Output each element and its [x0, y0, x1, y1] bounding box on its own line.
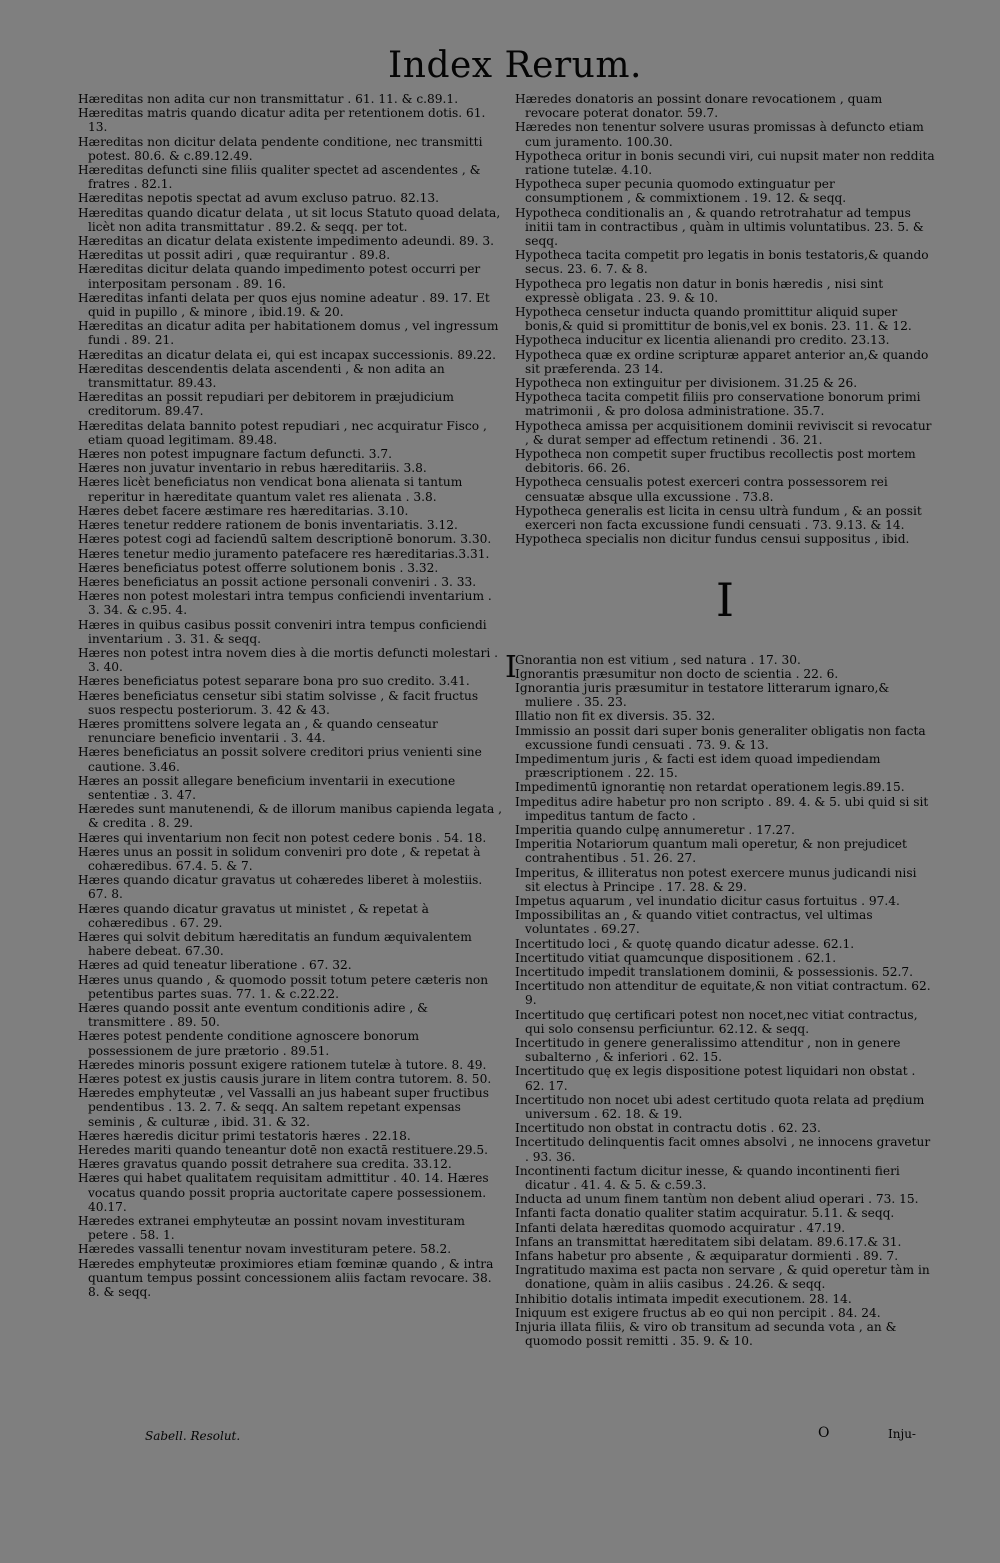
- page-title: Index Rerum.: [388, 45, 642, 86]
- index-entry: Hæredes vassalli tenentur novam investituram petere. 58.2.: [78, 1242, 452, 1257]
- index-entry: Impedimentū ignorantię non retardat operationem legis.89.15.: [515, 780, 905, 795]
- index-entry: Hæres tenetur medio juramento patefacere res hæreditarias.3.31.: [78, 546, 490, 561]
- index-entry: Hæredes donatoris an possint donare revocationem , quam revocare poterat donator. 59.7.: [515, 92, 883, 121]
- index-entry: Hæreditas an dicatur delata ei, qui est incapax successionis. 89.22.: [78, 347, 496, 362]
- index-entry: Hæres an possit allegare beneficium inventarii in executione sententiæ . 3. 47.: [78, 773, 456, 802]
- index-entry: Ignorantia juris præsumitur in testatore litterarum ignaro,& muliere . 35. 23.: [515, 680, 890, 710]
- index-entry: Hæreditas descendentis delata ascendenti , & non adita an transmittatur. 89.43.: [78, 361, 445, 391]
- index-entry: Hæres quando dicatur gravatus ut cohæredes liberet à molestiis. 67. 8.: [78, 873, 483, 902]
- index-entry: Hypotheca super pecunia quomodo extinguatur per consumptionem , & commixtionem . 19. 12. & seqq.: [515, 177, 847, 206]
- index-entry: Hæres qui solvit debitum hæreditatis an fundum æquivalentem habere debeat. 67.30.: [78, 929, 472, 959]
- index-entry: Hæres non potest intra novem dies à die mortis defuncti molestari . 3. 40.: [78, 645, 498, 675]
- index-entry: Immissio an possit dari super bonis generaliter obligatis non facta excussione fundi censuati . 73. 9. & 13.: [515, 723, 926, 752]
- index-entry: Hypotheca tacita competit pro legatis in bonis testatoris,& quando secus. 23. 6. 7. & 8.: [515, 248, 929, 277]
- right-column: [505, 92, 935, 1349]
- index-entry: Hæres tenetur reddere rationem de bonis inventariatis. 3.12.: [78, 518, 458, 533]
- index-entry: Imperitia quando culpę annumeretur . 17.27.: [515, 822, 795, 837]
- index-entry: Hæres potest cogi ad faciendū saltem descriptionē bonorum. 3.30.: [78, 532, 492, 547]
- index-entry: Hæreditas non dicitur delata pendente conditione, nec transmitti potest. 80.6. & c.89.12.49.: [78, 134, 483, 163]
- right-column-hypotheca-entries: [515, 92, 935, 547]
- index-entry: Illatio non fit ex diversis. 35. 32.: [515, 709, 716, 724]
- index-entry: Hæres debet facere æstimare res hæreditarias. 3.10.: [78, 503, 409, 518]
- index-entry: Hæres ad quid teneatur liberatione . 67. 32.: [78, 958, 352, 973]
- index-entry: Incertitudo non nocet ubi adest certitudo quota relata ad prędium universum . 62. 18. & 19.: [515, 1092, 925, 1121]
- index-entry: Incertitudo non attenditur de equitate,& non vitiat contractum. 62. 9.: [515, 979, 931, 1008]
- signature-line: Sabell. Resolut.: [145, 1429, 241, 1443]
- right-column-i-entries: [505, 649, 935, 1349]
- index-entry: Hæres quando dicatur gravatus ut ministet , & repetat à cohæredibus . 67. 29.: [78, 901, 429, 930]
- index-entry: Infanti facta donatio qualiter statim acquiratur. 5.11. & seqq.: [515, 1206, 895, 1221]
- signature-mark: O: [818, 1425, 830, 1441]
- index-entry: Hæres beneficiatus censetur sibi statim solvisse , & facit fructus suos respectu posteriorum. 3. 42 & 43.: [78, 688, 479, 717]
- index-entry: Incertitudo in genere generalissimo attenditur , non in genere subalterno , & inferiori . 62. 15.: [515, 1035, 901, 1065]
- index-entry: Iniquum est exigere fructus ab eo qui non percipit . 84. 24.: [515, 1305, 881, 1320]
- index-entry: Injuria illata filiis, & viro ob transitum ad secunda vota , an & quomodo possit remitti . 35. 9. & 10.: [515, 1320, 897, 1349]
- index-entry: Incontinenti factum dicitur inesse, & quando incontinenti fieri dicatur . 41. 4. & 5. & c.59.3.: [515, 1163, 900, 1193]
- index-entry: Hypotheca censualis potest exerceri contra possessorem rei censuatæ absque ulla excussione . 73.8.: [515, 475, 888, 504]
- index-entry: Hypotheca inducitur ex licentia alienandi pro credito. 23.13.: [515, 333, 890, 348]
- index-entry: Hæreditas nepotis spectat ad avum excluso patruo. 82.13.: [78, 191, 440, 206]
- index-entry: Hæres beneficiatus an possit solvere creditori prius venienti sine cautione. 3.46.: [78, 745, 482, 774]
- index-entry: Hæres beneficiatus potest separare bona pro suo credito. 3.41.: [78, 674, 470, 689]
- index-entry: Hæres non juvatur inventario in rebus hæreditariis. 3.8.: [78, 461, 427, 476]
- index-entry: Hæreditas dicitur delata quando impedimento potest occurri per interpositam personam . 89. 16.: [78, 262, 481, 291]
- index-entry: Hæres gravatus quando possit detrahere sua credita. 33.12.: [78, 1157, 452, 1172]
- left-column: [78, 92, 502, 1299]
- index-entry: Hypotheca amissa per acquisitionem dominii reviviscit si revocatur , & durat semper ad effectum retinendi . 36. 21.: [515, 418, 932, 447]
- index-entry: Hæredes sunt manutenendi, & de illorum manibus capienda legata , & credita . 8. 29.: [78, 802, 502, 831]
- drop-cap: I: [505, 649, 517, 685]
- index-entry: Hæres non potest molestari intra tempus conficiendi inventarium . 3. 34. & c.95. 4.: [78, 589, 492, 618]
- index-entry: Hæreditas defuncti sine filiis qualiter spectet ad ascendentes , & fratres . 82.1.: [78, 163, 481, 192]
- index-entry: Hæreditas matris quando dicatur adita per retentionem dotis. 61. 13.: [78, 106, 486, 135]
- index-entry: Hæres unus quando , & quomodo possit totum petere cæteris non petentibus partes suas. 77. 1. & c.22.22.: [78, 972, 489, 1001]
- index-entry: Hæres licèt beneficiatus non vendicat bona alienata si tantum reperitur in hæreditate quantum valet res alienata . 3.8.: [78, 475, 463, 504]
- index-entry: Hypotheca tacita competit filiis pro conservatione bonorum primi matrimonii , & pro dolosa administratione. 35.7.: [515, 390, 921, 419]
- index-entry: Hæreditas delata bannito potest repudiari , nec acquiratur Fisco , etiam quoad legitimam. 89.48.: [78, 418, 487, 447]
- index-entry: Hæres promittens solvere legata an , & quando censeatur renunciare beneficio inventarii . 3. 44.: [78, 716, 438, 746]
- index-entry: Hypotheca conditionalis an , & quando retrotrahatur ad tempus initii tam in contractibus , quàm in ultimis voluntatibus. 23. 5. & seqq.: [515, 205, 924, 249]
- index-entry: Hypotheca non extinguitur per divisionem. 31.25 & 26.: [515, 376, 858, 391]
- index-entry: Hæres in quibus casibus possit conveniri intra tempus conficiendi inventarium . 3. 31. & seqq.: [78, 617, 487, 646]
- index-entry: Hæres potest ex justis causis jurare in litem contra tutorem. 8. 50.: [78, 1072, 492, 1087]
- index-entry: Inducta ad unum finem tantùm non debent aliud operari . 73. 15.: [515, 1192, 919, 1207]
- index-entry: Hæredes emphyteutæ , vel Vassalli an jus habeant super fructibus pendentibus . 13. 2. 7. & seqq. An saltem repetant expensas seminis , & culturæ , ibid. 31. & 32.: [78, 1086, 489, 1129]
- index-entry: Incertitudo vitiat quamcunque dispositionem . 62.1.: [515, 950, 837, 965]
- index-entry: Hæres non potest impugnare factum defuncti. 3.7.: [78, 447, 393, 462]
- index-entry: Hæres qui inventarium non fecit non potest cedere bonis . 54. 18.: [78, 830, 487, 845]
- index-entry: Incertitudo impedit translationem dominii, & possessionis. 52.7.: [515, 964, 913, 979]
- index-entry: Hæreditas quando dicatur delata , ut sit locus Statuto quoad delata, licèt non adita transmittatur . 89.2. & seqq. per tot.: [78, 205, 501, 234]
- index-entry: Impossibilitas an , & quando vitiet contractus, vel ultimas voluntates . 69.27.: [515, 908, 873, 937]
- index-entry: Infans an transmittat hæreditatem sibi delatam. 89.6.17.& 31.: [515, 1234, 902, 1249]
- index-entry: Hæreditas an dicatur adita per habitationem domus , vel ingressum fundi . 89. 21.: [78, 319, 499, 348]
- index-entry: Hypotheca pro legatis non datur in bonis hæredis , nisi sint expressè obligata . 23. 9. & 10.: [515, 276, 884, 305]
- index-entry: Impetus aquarum , vel inundatio dicitur casus fortuitus . 97.4.: [515, 893, 900, 908]
- index-entry: Hæreditas an possit repudiari per debitorem in præjudicium creditorum. 89.47.: [78, 390, 454, 419]
- index-entry: Infans habetur pro absente , & æquiparatur dormienti . 89. 7.: [515, 1249, 899, 1264]
- index-entry: Incertitudo delinquentis facit omnes absolvi , ne innocens gravetur . 93. 36.: [515, 1135, 931, 1164]
- index-entry: Incertitudo loci , & quotę quando dicatur adesse. 62.1.: [515, 936, 855, 951]
- index-entry: Hæres potest pendente conditione agnoscere bonorum possessionem de jure prætorio . 89.51.: [78, 1029, 420, 1058]
- index-entry: Heredes mariti quando teneantur dotē non exactā restituere.29.5.: [78, 1143, 488, 1158]
- index-entry: Hypotheca specialis non dicitur fundus censui suppositus , ibid.: [515, 532, 910, 547]
- index-entry: Inhibitio dotalis intimata impedit executionem. 28. 14.: [515, 1291, 852, 1306]
- index-entry: Hæredes emphyteutæ proximiores etiam fœminæ quando , & intra quantum tempus possint concessionem aliis factam revocare. 38. 8. & seqq.: [78, 1256, 494, 1300]
- index-entry: Incertitudo quę ex legis dispositione potest liquidari non obstat . 62. 17.: [515, 1064, 916, 1093]
- index-entry: Infanti delata hæreditas quomodo acquiratur . 47.19.: [515, 1220, 846, 1235]
- index-entry: Hæres unus an possit in solidum conveniri pro dote , & repetat à cohæredibus. 67.4. 5. & 7.: [78, 844, 481, 873]
- index-entry: Imperitia Notariorum quantum mali operetur, & non prejudicet contrahentibus . 51. 26. 27.: [515, 837, 907, 866]
- index-entry: Incertitudo non obstat in contractu dotis . 62. 23.: [515, 1121, 821, 1136]
- index-entry: Hæres beneficiatus potest offerre solutionem bonis . 3.32.: [78, 560, 439, 575]
- index-entry: Impeditus adire habetur pro non scripto . 89. 4. & 5. ubi quid si sit impeditus tantum de facto .: [515, 794, 929, 823]
- index-entry: Hypotheca oritur in bonis secundi viri, cui nupsit mater non reddita ratione tutelæ. 4.10.: [515, 148, 935, 178]
- index-entry: I Gnorantia non est vitium , sed natura . 17. 30.: [505, 649, 801, 685]
- section-letter: I: [715, 572, 735, 627]
- index-entry: Ingratitudo maxima est pacta non servare , & quid operetur tàm in donatione, quàm in aliis casibus . 24.26. & seqq.: [515, 1263, 930, 1292]
- index-entry: Hypotheca non competit super fructibus recollectis post mortem debitoris. 66. 26.: [515, 447, 916, 476]
- index-entry: Hæres beneficiatus an possit actione personali conveniri . 3. 33.: [78, 574, 477, 589]
- index-entry: Hæres quando possit ante eventum conditionis adire , & transmittere . 89. 50.: [78, 1001, 428, 1030]
- index-entry: Hæredes non tenentur solvere usuras promissas à defuncto etiam cum juramento. 100.30.: [515, 120, 924, 149]
- index-entry: Hypotheca censetur inducta quando promittitur aliquid super bonis,& quid si promittitur de bonis,vel ex bonis. 23. 11. & 12.: [515, 305, 912, 334]
- index-entry: Hæres qui habet qualitatem requisitam admittitur . 40. 14. Hæres vocatus quando possit propria auctoritate capere possessionem. 40.17.: [78, 1171, 489, 1214]
- index-entry: Hypotheca generalis est licita in censu ultrà fundum , & an possit exerceri non facta excussione fundi censuati . 73. 9.13. & 14.: [515, 503, 922, 533]
- index-entry: Hæredes extranei emphyteutæ an possint novam investituram petere . 58. 1.: [78, 1214, 465, 1243]
- index-entry: Hæreditas ut possit adiri , quæ requirantur . 89.8.: [78, 248, 391, 263]
- index-entry: Hypotheca quæ ex ordine scripturæ apparet anterior an,& quando sit præferenda. 23 14.: [515, 347, 929, 376]
- catchword: Inju-: [888, 1427, 916, 1441]
- index-entry: Incertitudo quę certificari potest non nocet,nec vitiat contractus, qui solo consensu perficiuntur. 62.12. & seqq.: [515, 1007, 918, 1036]
- index-entry: Impedimentum juris , & facti est idem quoad impediendam præscriptionem . 22. 15.: [515, 751, 881, 781]
- index-entry: Hæredes minoris possunt exigere rationem tutelæ à tutore. 8. 49.: [78, 1057, 487, 1072]
- index-entry: Hæreditas infanti delata per quos ejus nomine adeatur . 89. 17. Et quid in pupillo , & minore , ibid.19. & 20.: [78, 290, 490, 320]
- index-entry: Imperitus, & illiteratus non potest exercere munus judicandi nisi sit electus à Principe . 17. 28. & 29.: [515, 865, 917, 894]
- index-entry: Ignorantis præsumitur non docto de scientia . 22. 6.: [515, 666, 839, 681]
- index-entry: Hæreditas non adita cur non transmittatur . 61. 11. & c.89.1.: [78, 92, 459, 106]
- index-entry: Hæreditas an dicatur delata existente impedimento adeundi. 89. 3.: [78, 234, 494, 249]
- index-entry: Hæres hæredis dicitur primi testatoris hæres . 22.18.: [78, 1128, 411, 1143]
